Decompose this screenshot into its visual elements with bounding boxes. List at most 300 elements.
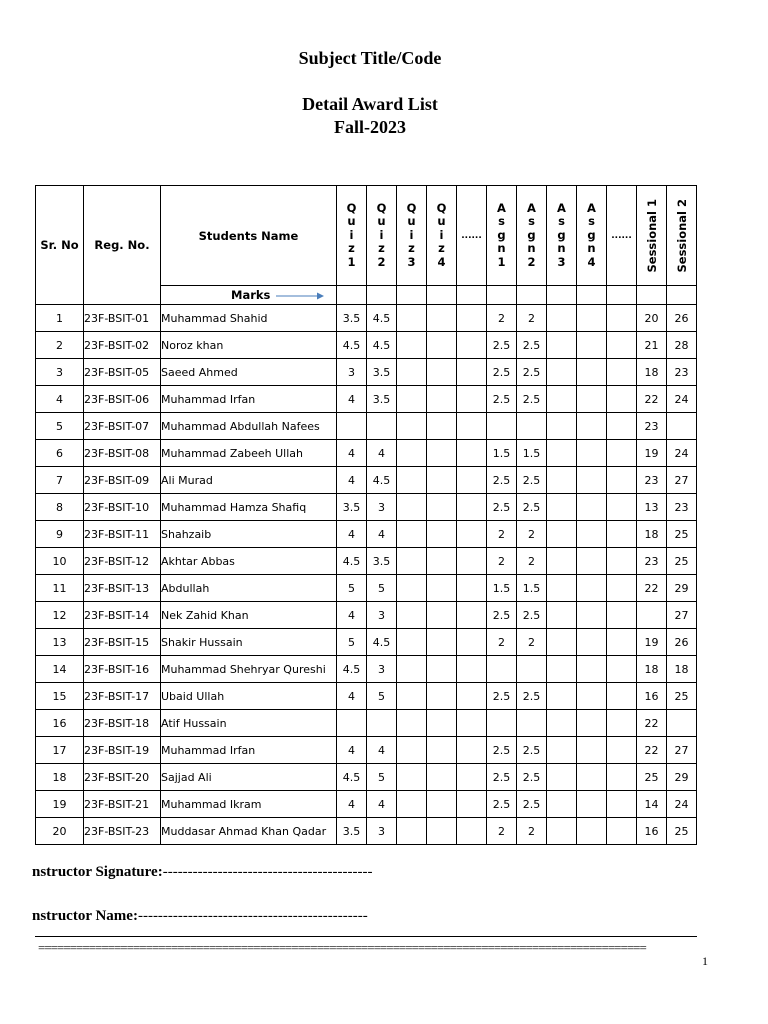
quiz1-cell: 4 — [337, 440, 367, 467]
quiz4-cell — [427, 602, 457, 629]
asgn-more-cell — [607, 305, 637, 332]
quiz2-cell: 4 — [367, 791, 397, 818]
header-letter: n — [497, 241, 506, 256]
asgn2-cell: 2.5 — [517, 737, 547, 764]
quiz4-cell — [427, 494, 457, 521]
sr-no-cell: 18 — [36, 764, 84, 791]
asgn-more-cell — [607, 548, 637, 575]
asgn4-cell — [577, 602, 607, 629]
instructor-name-line — [32, 908, 368, 925]
asgn3-cell — [547, 683, 577, 710]
student-name-cell: Muhammad Irfan — [161, 737, 337, 764]
reg-no-cell: 23F-BSIT-01 — [84, 305, 161, 332]
col-header-asgn1 — [487, 186, 517, 286]
quiz1-cell: 4.5 — [337, 656, 367, 683]
quiz2-cell: 5 — [367, 575, 397, 602]
header-letter: n — [557, 241, 566, 256]
quiz-more-cell — [457, 656, 487, 683]
table-row — [36, 602, 697, 629]
quiz4-cell — [427, 413, 457, 440]
sessional2-cell: 25 — [667, 818, 697, 845]
term-title: Fall-2023 — [334, 117, 406, 137]
quiz3-cell — [397, 467, 427, 494]
col-header-asgn4 — [577, 186, 607, 286]
header-letter: u — [407, 214, 416, 229]
header-letter: 2 — [527, 254, 536, 269]
sessional1-cell: 14 — [637, 791, 667, 818]
asgn1-cell: 2.5 — [487, 764, 517, 791]
asgn3-cell — [547, 575, 577, 602]
header-letter: i — [379, 227, 384, 242]
sessional2-cell: 25 — [667, 521, 697, 548]
student-name-cell: Muhammad Irfan — [161, 386, 337, 413]
quiz2-cell: 4.5 — [367, 629, 397, 656]
sr-no-cell: 4 — [36, 386, 84, 413]
header-letter: u — [437, 214, 446, 229]
asgn4-cell — [577, 386, 607, 413]
sessional2-cell: 27 — [667, 467, 697, 494]
reg-no-cell: 23F-BSIT-15 — [84, 629, 161, 656]
quiz3-cell — [397, 548, 427, 575]
student-name-cell: Ali Murad — [161, 467, 337, 494]
header-letter: i — [439, 227, 444, 242]
header-letter: z — [408, 241, 415, 256]
equals-line: ================================================================================================ — [38, 940, 646, 955]
sessional1-cell: 18 — [637, 521, 667, 548]
header-letter: z — [378, 241, 385, 256]
sessional2-cell: 18 — [667, 656, 697, 683]
quiz1-cell — [337, 413, 367, 440]
asgn2-cell: 2.5 — [517, 683, 547, 710]
table-row — [36, 521, 697, 548]
quiz-more-cell — [457, 548, 487, 575]
asgn4-cell — [577, 332, 607, 359]
sr-no-cell: 19 — [36, 791, 84, 818]
quiz-more-cell — [457, 521, 487, 548]
quiz4-cell — [427, 737, 457, 764]
header-letter: s — [588, 214, 595, 229]
asgn3-cell — [547, 413, 577, 440]
student-name-cell: Nek Zahid Khan — [161, 602, 337, 629]
quiz1-cell: 3.5 — [337, 494, 367, 521]
student-name-cell: Noroz khan — [161, 332, 337, 359]
sr-no-cell: 15 — [36, 683, 84, 710]
sessional2-cell: 23 — [667, 359, 697, 386]
quiz-more-cell — [457, 386, 487, 413]
header-letter: 2 — [377, 254, 386, 269]
col-header-srno: Sr. No — [36, 186, 84, 305]
quiz2-cell: 3 — [367, 494, 397, 521]
col-header-sessional1 — [637, 186, 667, 286]
header-letter: Q — [436, 200, 447, 215]
asgn-more-cell — [607, 467, 637, 494]
asgn3-cell — [547, 791, 577, 818]
sessional1-cell: 23 — [637, 467, 667, 494]
sr-no-cell: 5 — [36, 413, 84, 440]
sessional1-cell: 16 — [637, 818, 667, 845]
asgn2-cell: 2 — [517, 629, 547, 656]
reg-no-cell: 23F-BSIT-07 — [84, 413, 161, 440]
quiz2-cell: 4 — [367, 737, 397, 764]
asgn1-cell: 2.5 — [487, 386, 517, 413]
quiz1-cell: 4.5 — [337, 332, 367, 359]
asgn4-cell — [577, 710, 607, 737]
asgn-more-cell — [607, 413, 637, 440]
reg-no-cell: 23F-BSIT-21 — [84, 791, 161, 818]
student-name-cell: Muhammad Hamza Shafiq — [161, 494, 337, 521]
header-letter: 4 — [437, 254, 446, 269]
instructor-name-label: nstructor Name: — [32, 908, 138, 924]
table-row — [36, 791, 697, 818]
col-header-asgn-more: ...... — [607, 186, 637, 286]
quiz4-cell — [427, 359, 457, 386]
sessional2-cell: 28 — [667, 332, 697, 359]
asgn2-cell: 2 — [517, 818, 547, 845]
quiz-more-cell — [457, 413, 487, 440]
table-row — [36, 737, 697, 764]
asgn2-cell: 1.5 — [517, 440, 547, 467]
asgn-more-cell — [607, 575, 637, 602]
sr-no-cell: 20 — [36, 818, 84, 845]
asgn2-cell: 2.5 — [517, 332, 547, 359]
header-letter: Q — [406, 200, 417, 215]
asgn1-cell — [487, 656, 517, 683]
header-letter: n — [587, 241, 596, 256]
sessional1-cell: 18 — [637, 656, 667, 683]
asgn1-cell: 2.5 — [487, 737, 517, 764]
student-name-cell: Muhammad Ikram — [161, 791, 337, 818]
sr-no-cell: 1 — [36, 305, 84, 332]
asgn1-cell — [487, 413, 517, 440]
quiz3-cell — [397, 629, 427, 656]
quiz2-cell — [367, 710, 397, 737]
award-table — [35, 185, 697, 845]
student-name-cell: Muhammad Zabeeh Ullah — [161, 440, 337, 467]
asgn-more-cell — [607, 791, 637, 818]
sessional2-cell — [667, 413, 697, 440]
asgn4-cell — [577, 656, 607, 683]
table-row — [36, 575, 697, 602]
asgn1-cell: 2 — [487, 548, 517, 575]
asgn-more-cell — [607, 602, 637, 629]
asgn3-cell — [547, 494, 577, 521]
asgn-more-cell — [607, 764, 637, 791]
quiz4-cell — [427, 683, 457, 710]
sessional1-cell: 18 — [637, 359, 667, 386]
header-letter: g — [527, 227, 536, 242]
sessional1-cell: 19 — [637, 440, 667, 467]
asgn1-cell: 2.5 — [487, 683, 517, 710]
asgn3-cell — [547, 440, 577, 467]
asgn3-cell — [547, 602, 577, 629]
asgn1-cell: 2 — [487, 305, 517, 332]
quiz-more-cell — [457, 737, 487, 764]
quiz3-cell — [397, 521, 427, 548]
page-number: 1 — [702, 954, 708, 968]
quiz4-cell — [427, 656, 457, 683]
signature-dashes: ------------------------------------------ — [162, 864, 373, 880]
quiz1-cell: 4 — [337, 386, 367, 413]
quiz1-cell: 5 — [337, 629, 367, 656]
quiz2-cell — [367, 413, 397, 440]
quiz3-cell — [397, 602, 427, 629]
asgn3-cell — [547, 818, 577, 845]
quiz4-cell — [427, 818, 457, 845]
header-letter: A — [587, 200, 596, 215]
reg-no-cell: 23F-BSIT-13 — [84, 575, 161, 602]
asgn-more-cell — [607, 818, 637, 845]
quiz2-cell: 4.5 — [367, 332, 397, 359]
header-letter: 4 — [587, 254, 596, 269]
reg-no-cell: 23F-BSIT-11 — [84, 521, 161, 548]
reg-no-cell: 23F-BSIT-05 — [84, 359, 161, 386]
header-letter: Q — [346, 200, 357, 215]
arrow-right-icon — [275, 291, 325, 301]
student-name-cell: Saeed Ahmed — [161, 359, 337, 386]
col-header-quiz2 — [367, 186, 397, 286]
quiz3-cell — [397, 359, 427, 386]
asgn4-cell — [577, 494, 607, 521]
header-letter: 3 — [407, 254, 416, 269]
sessional1-cell: 21 — [637, 332, 667, 359]
quiz1-cell: 3.5 — [337, 305, 367, 332]
sessional1-cell: 16 — [637, 683, 667, 710]
col-header-quiz1 — [337, 186, 367, 286]
asgn1-cell: 2 — [487, 818, 517, 845]
reg-no-cell: 23F-BSIT-14 — [84, 602, 161, 629]
quiz-more-cell — [457, 710, 487, 737]
student-name-cell: Akhtar Abbas — [161, 548, 337, 575]
asgn3-cell — [547, 467, 577, 494]
asgn-more-cell — [607, 656, 637, 683]
sessional2-cell: 27 — [667, 602, 697, 629]
quiz3-cell — [397, 305, 427, 332]
sessional1-cell: 22 — [637, 575, 667, 602]
asgn2-cell: 2.5 — [517, 764, 547, 791]
asgn1-cell: 1.5 — [487, 575, 517, 602]
sessional2-cell: 27 — [667, 737, 697, 764]
asgn1-cell: 2 — [487, 521, 517, 548]
marks-label: Marks — [231, 288, 271, 302]
asgn4-cell — [577, 467, 607, 494]
quiz-more-cell — [457, 602, 487, 629]
header-letter: g — [497, 227, 506, 242]
table-row — [36, 656, 697, 683]
sr-no-cell: 8 — [36, 494, 84, 521]
table-row — [36, 818, 697, 845]
sessional1-cell: 22 — [637, 386, 667, 413]
header-letter: Q — [376, 200, 387, 215]
sessional1-cell: 23 — [637, 413, 667, 440]
asgn1-cell: 2.5 — [487, 791, 517, 818]
signature-label: nstructor Signature: — [32, 864, 163, 880]
sessional1-cell: 25 — [637, 764, 667, 791]
asgn1-cell: 2 — [487, 629, 517, 656]
quiz3-cell — [397, 818, 427, 845]
asgn4-cell — [577, 575, 607, 602]
asgn3-cell — [547, 305, 577, 332]
asgn3-cell — [547, 656, 577, 683]
reg-no-cell: 23F-BSIT-23 — [84, 818, 161, 845]
asgn1-cell — [487, 710, 517, 737]
header-letter: A — [557, 200, 566, 215]
table-row — [36, 629, 697, 656]
asgn-more-cell — [607, 737, 637, 764]
sr-no-cell: 9 — [36, 521, 84, 548]
subject-title: Subject Title/Code — [298, 48, 442, 68]
asgn2-cell — [517, 656, 547, 683]
reg-no-cell: 23F-BSIT-08 — [84, 440, 161, 467]
quiz2-cell: 3.5 — [367, 359, 397, 386]
header-letter: u — [347, 214, 356, 229]
quiz1-cell: 4 — [337, 683, 367, 710]
asgn2-cell: 1.5 — [517, 575, 547, 602]
sessional2-cell: 25 — [667, 683, 697, 710]
table-row — [36, 494, 697, 521]
quiz2-cell: 3 — [367, 656, 397, 683]
col-header-quiz3 — [397, 186, 427, 286]
quiz1-cell: 4 — [337, 521, 367, 548]
reg-no-cell: 23F-BSIT-02 — [84, 332, 161, 359]
header-letter: i — [349, 227, 354, 242]
header-letter: 3 — [557, 254, 566, 269]
asgn-more-cell — [607, 386, 637, 413]
reg-no-cell: 23F-BSIT-06 — [84, 386, 161, 413]
quiz3-cell — [397, 737, 427, 764]
header-letter: z — [438, 241, 445, 256]
sessional1-cell — [637, 602, 667, 629]
table-row — [36, 683, 697, 710]
quiz4-cell — [427, 764, 457, 791]
sr-no-cell: 2 — [36, 332, 84, 359]
asgn3-cell — [547, 629, 577, 656]
reg-no-cell: 23F-BSIT-10 — [84, 494, 161, 521]
quiz2-cell: 5 — [367, 764, 397, 791]
quiz3-cell — [397, 656, 427, 683]
table-row — [36, 440, 697, 467]
student-name-cell: Sajjad Ali — [161, 764, 337, 791]
sessional2-cell: 24 — [667, 791, 697, 818]
sr-no-cell: 7 — [36, 467, 84, 494]
header-letter: u — [377, 214, 386, 229]
col-header-name: Students Name — [161, 186, 337, 286]
table-row — [36, 764, 697, 791]
quiz3-cell — [397, 494, 427, 521]
asgn1-cell: 2.5 — [487, 494, 517, 521]
asgn4-cell — [577, 683, 607, 710]
table-row — [36, 710, 697, 737]
asgn-more-cell — [607, 440, 637, 467]
col-header-regno: Reg. No. — [84, 186, 161, 305]
quiz4-cell — [427, 440, 457, 467]
asgn-more-cell — [607, 332, 637, 359]
sessional2-cell: 26 — [667, 629, 697, 656]
quiz-more-cell — [457, 467, 487, 494]
quiz4-cell — [427, 305, 457, 332]
asgn4-cell — [577, 305, 607, 332]
quiz4-cell — [427, 386, 457, 413]
asgn3-cell — [547, 521, 577, 548]
student-name-cell: Muhammad Shehryar Qureshi — [161, 656, 337, 683]
asgn1-cell: 2.5 — [487, 467, 517, 494]
table-row — [36, 359, 697, 386]
quiz-more-cell — [457, 683, 487, 710]
asgn4-cell — [577, 359, 607, 386]
quiz2-cell: 4 — [367, 440, 397, 467]
quiz4-cell — [427, 710, 457, 737]
sessional1-label: Sessional 1 — [644, 198, 659, 273]
quiz2-cell: 5 — [367, 683, 397, 710]
table-row — [36, 305, 697, 332]
asgn2-cell: 2.5 — [517, 467, 547, 494]
quiz3-cell — [397, 791, 427, 818]
asgn2-cell: 2.5 — [517, 359, 547, 386]
quiz1-cell: 4.5 — [337, 548, 367, 575]
quiz2-cell: 3 — [367, 818, 397, 845]
table-row — [36, 386, 697, 413]
asgn2-cell: 2.5 — [517, 791, 547, 818]
quiz2-cell: 4 — [367, 521, 397, 548]
divider-line — [35, 936, 697, 937]
asgn-more-cell — [607, 629, 637, 656]
sr-no-cell: 6 — [36, 440, 84, 467]
header-letter: z — [348, 241, 355, 256]
header-letter: g — [557, 227, 566, 242]
asgn4-cell — [577, 737, 607, 764]
sessional2-label: Sessional 2 — [674, 198, 689, 273]
quiz2-cell: 3 — [367, 602, 397, 629]
reg-no-cell: 23F-BSIT-18 — [84, 710, 161, 737]
sessional2-cell: 26 — [667, 305, 697, 332]
sessional1-cell: 22 — [637, 710, 667, 737]
instructor-name-dashes: ---------------------------------------------- — [137, 908, 368, 924]
asgn2-cell: 2.5 — [517, 602, 547, 629]
table-row — [36, 332, 697, 359]
asgn4-cell — [577, 791, 607, 818]
asgn2-cell: 2.5 — [517, 386, 547, 413]
quiz-more-cell — [457, 764, 487, 791]
signature-line — [32, 864, 373, 881]
asgn4-cell — [577, 629, 607, 656]
sessional1-cell: 13 — [637, 494, 667, 521]
quiz3-cell — [397, 413, 427, 440]
col-header-asgn2 — [517, 186, 547, 286]
student-name-cell: Muddasar Ahmad Khan Qadar — [161, 818, 337, 845]
header-letter: s — [498, 214, 505, 229]
table-row — [36, 548, 697, 575]
header-letter: 1 — [347, 254, 356, 269]
quiz-more-cell — [457, 791, 487, 818]
asgn3-cell — [547, 764, 577, 791]
student-name-cell: Shakir Hussain — [161, 629, 337, 656]
quiz3-cell — [397, 710, 427, 737]
student-name-cell: Abdullah — [161, 575, 337, 602]
asgn2-cell: 2 — [517, 548, 547, 575]
sessional1-cell: 20 — [637, 305, 667, 332]
asgn2-cell: 2.5 — [517, 494, 547, 521]
quiz-more-cell — [457, 305, 487, 332]
sr-no-cell: 11 — [36, 575, 84, 602]
header-letter: i — [409, 227, 414, 242]
header-letter: s — [558, 214, 565, 229]
quiz-more-cell — [457, 494, 487, 521]
quiz1-cell: 4 — [337, 602, 367, 629]
header-row — [36, 186, 697, 286]
asgn3-cell — [547, 359, 577, 386]
sr-no-cell: 3 — [36, 359, 84, 386]
quiz2-cell: 3.5 — [367, 386, 397, 413]
sessional2-cell: 24 — [667, 386, 697, 413]
